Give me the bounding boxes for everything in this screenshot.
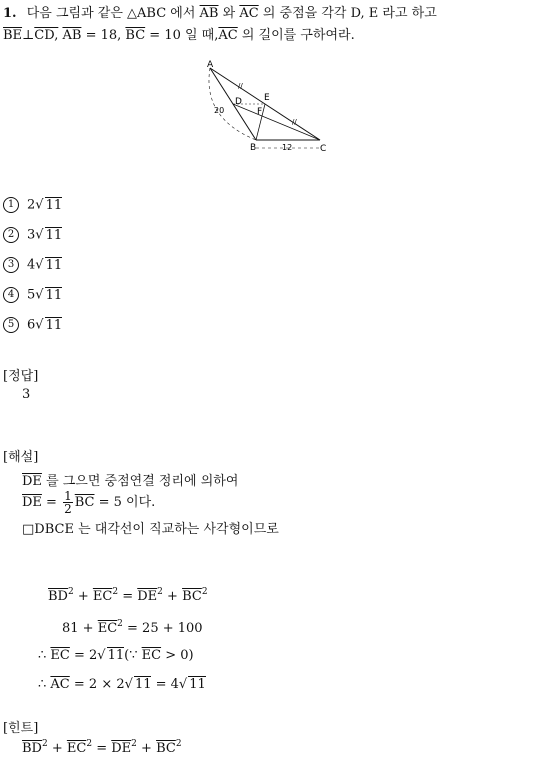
svg-text://: // [238,82,243,90]
hint-heading: [힌트] [3,721,39,736]
equation-3: ∴ $\overline{EC} = 2√$ 11(∵ $\overline{EC} > 0$) [38,648,194,663]
hint-equation: $\overline{BD}^2 + \overline{EC}^2 = \overline{DE}^2 + \overline{BC}^2$ [22,739,182,756]
label-12: 12 [282,143,293,152]
solution-line-3: □DBCE 는 대각선이 직교하는 사각형이므로 [22,522,279,537]
label-a: A [207,60,214,70]
triangle-figure [200,58,335,154]
question-line-1: 1. 다음 그림과 같은 △ABC 에서 $\overline{AB}$ 와 $\overline{AC}$ 의 중점을 각각 D, E 라고 하고 [3,6,437,21]
label-20: 20 [214,106,225,115]
label-d: D [235,97,242,107]
label-f: F [257,107,263,117]
equation-1: $\overline{BD}^2 + \overline{EC}^2 = \overline{DE}^2 + \overline{BC}^2$ [48,587,208,604]
label-b: B [250,143,257,153]
segment-dc [233,104,320,140]
answer-value: 3 [22,387,31,402]
choice-2[interactable]: 2 3√ 11 [3,227,62,243]
equation-4: ∴ $\overline{AC} = 2 \times 2√$ 11 = 4√ 11 [38,677,206,692]
choice-5[interactable]: 5 6√ 11 [3,317,62,333]
choice-4[interactable]: 4 5√ 11 [3,287,62,303]
answer-heading: [정답] [3,369,39,384]
solution-line-1: $\overline{DE}$ 를 그으면 중점연결 정리에 의하여 [22,474,239,489]
label-c: C [320,144,327,154]
solution-line-2: $\overline{DE}$ = $\frac{1}{2}$ $\overline{BC} = 5$ 이다. [22,489,156,516]
choice-3[interactable]: 3 4√ 11 [3,257,62,273]
question-line-2: $\overline{BE}\perp CD$, $\overline{AB} = 18$, $\overline{BC} = 10$ 일 때$,\overline{AC}$ 의 길이를 구하여라. [3,28,355,43]
question-number: 1. [3,6,17,21]
solution-heading: [해설] [3,450,39,465]
choice-1[interactable]: 1 2√ 11 [3,197,62,213]
equation-2: $81 + \overline{EC}^2 = 25 + 100$ [62,619,203,636]
svg-text://: // [292,118,297,126]
label-e: E [264,93,270,103]
